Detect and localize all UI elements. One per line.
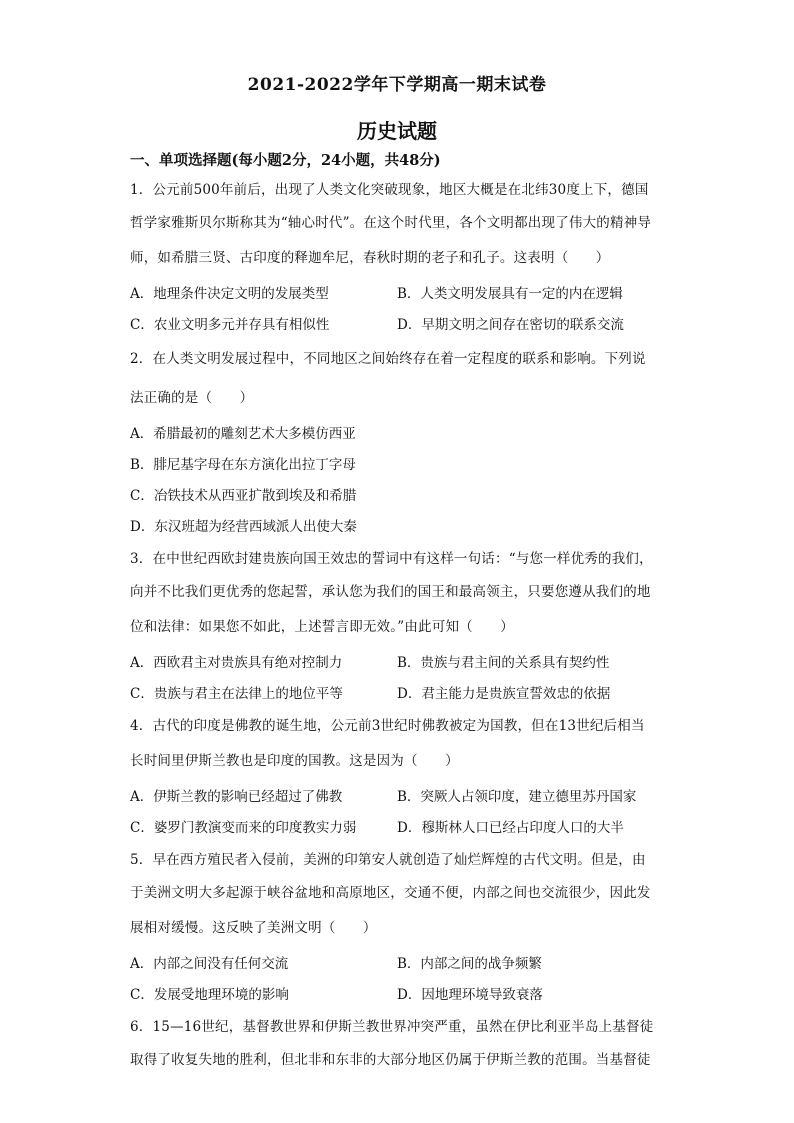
option-b: B．内部之间的战争频繁 (397, 956, 542, 972)
option-d: D．君主能力是贵族宣誓效忠的依据 (397, 686, 611, 702)
question-1 (130, 174, 664, 341)
question-text-line: 于美洲文明大多起源于峡谷盆地和高原地区，交通不便，内部之间也交流很少，因此发 (130, 885, 651, 901)
options-row (130, 679, 664, 710)
question-6 (130, 1011, 664, 1077)
question-text-line: 位和法律：如果您不如此，上述誓言即无效。”由此可知（ ） (130, 619, 514, 635)
option-d: D．因地理环境导致衰落 (397, 987, 543, 1003)
option-b: B．贵族与君主间的关系具有契约性 (397, 655, 610, 671)
option-c: C．贵族与君主在法律上的地位平等 (130, 686, 343, 702)
question-5 (130, 844, 664, 1011)
question-text-line: 4．古代的印度是佛教的诞生地，公元前3世纪时佛教被定为国教，但在13世纪后相当 (130, 718, 645, 734)
option-d: D．早期文明之间存在密切的联系交流 (397, 317, 624, 333)
option-c: C．冶铁技术从西亚扩散到埃及和希腊 (130, 488, 357, 504)
question-4 (130, 710, 664, 844)
option-a: A．西欧君主对贵族具有绝对控制力 (130, 655, 343, 671)
options-row (130, 782, 664, 813)
question-text-line: 6．15—16世纪，基督教世界和伊斯兰教世界冲突严重，虽然在伊比利亚半岛上基督徒 (130, 1019, 654, 1035)
option-b: B．人类文明发展具有一定的内在逻辑 (397, 286, 623, 302)
option-b: B．突厥人占领印度，建立德里苏丹国家 (397, 789, 637, 805)
option-d: D．穆斯林人口已经占印度人口的大半 (397, 820, 624, 836)
option-c: C．婆罗门教演变而来的印度教实力弱 (130, 820, 357, 836)
question-text-line: 3．在中世纪西欧封建贵族向国王效忠的誓词中有这样一句话：“与您一样优秀的我们， (130, 551, 653, 567)
exam-title: 2021-2022学年下学期高一期末试卷 (247, 75, 547, 95)
section-heading: 一、单项选择题(每小题2分，24小题，共48分) (130, 152, 441, 169)
question-text-line: 师，如希腊三贤、古印度的释迦牟尼，春秋时期的老子和孔子。这表明（ ） (130, 250, 610, 266)
option-a: A．内部之间没有任何交流 (130, 956, 289, 972)
question-text-line: 2．在人类文明发展过程中，不同地区之间始终存在着一定程度的联系和影响。下列说 (130, 351, 646, 367)
options-row (130, 980, 664, 1011)
question-2 (130, 341, 664, 543)
question-text-line: 向并不比我们更优秀的您起誓，承认您为我们的国王和最高领主，只要您遵从我们的地 (130, 584, 651, 600)
option-a: A．伊斯兰教的影响已经超过了佛教 (130, 789, 343, 805)
option-b: B．腓尼基字母在东方演化出拉丁字母 (130, 457, 356, 473)
options-row (130, 310, 664, 341)
options-row (130, 279, 664, 310)
question-text-line: 1．公元前500年前后，出现了人类文化突破现象，地区大概是在北纬30度上下，德国 (130, 182, 649, 198)
option-a: A．地理条件决定文明的发展类型 (130, 286, 329, 302)
question-text-line: 5．早在西方殖民者入侵前，美洲的印第安人就创造了灿烂辉煌的古代文明。但是，由 (130, 852, 646, 868)
options-row (130, 813, 664, 844)
option-a: A．希腊最初的雕刻艺术大多模仿西亚 (130, 426, 356, 442)
question-text-line: 长时间里伊斯兰教也是印度的国教。这是因为（ ） (130, 753, 459, 769)
options-row (130, 648, 664, 679)
option-d: D．东汉班超为经营西域派人出使大秦 (130, 519, 357, 535)
options-row (130, 949, 664, 980)
exam-subject-title: 历史试题 (357, 119, 437, 143)
option-c: C．发展受地理环境的影响 (130, 987, 289, 1003)
question-text-line: 哲学家雅斯贝尔斯称其为“轴心时代”。在这个时代里，各个文明都出现了伟大的精神导 (130, 215, 652, 231)
question-text-line: 法正确的是（ ） (130, 390, 254, 406)
question-text-line: 取得了收复失地的胜利，但北非和东非的大部分地区仍属于伊斯兰教的范围。当基督徒 (130, 1052, 651, 1068)
question-text-line: 展相对缓慢。这反映了美洲文明（ ） (130, 920, 377, 936)
option-c: C．农业文明多元并存具有相似性 (130, 317, 330, 333)
question-3 (130, 543, 664, 710)
